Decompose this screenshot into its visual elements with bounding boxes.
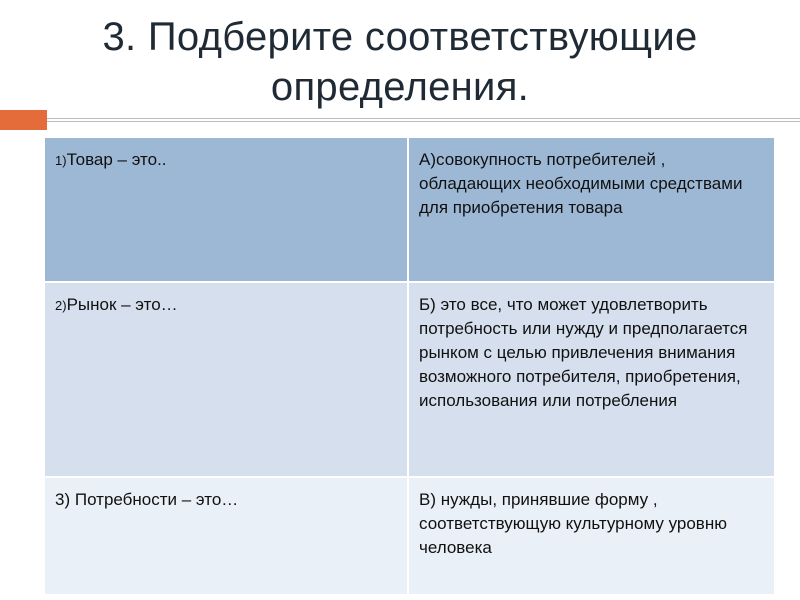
table-row-3 <box>44 477 775 595</box>
term-cell-3 <box>44 477 408 595</box>
definition-cell-2 <box>408 282 775 477</box>
title-line-2: определения. <box>270 65 530 109</box>
term-number-1: 1) <box>55 153 67 168</box>
title-divider-line <box>47 118 800 119</box>
term-text-2: Рынок – это… <box>66 295 178 314</box>
table-row-1 <box>44 137 775 282</box>
term-cell-2 <box>44 282 408 477</box>
page-title <box>0 12 800 112</box>
definitions-table <box>43 136 776 596</box>
definition-text-2: Б) это все, что может удовлетворить потребность или нужду и предполагается рынком с целью привлечения внимания возможного потребителя, приобретения, использования или потребления <box>419 295 748 410</box>
term-cell-1 <box>44 137 408 282</box>
definition-text-3: В) нужды, принявшие форму , соответствующую культурному уровню человека <box>419 490 727 557</box>
term-number-2: 2) <box>55 298 67 313</box>
definition-cell-1 <box>408 137 775 282</box>
definition-text-1: А)совокупность потребителей , обладающих необходимыми средствами для приобретения товара <box>419 150 743 217</box>
table-row-2 <box>44 282 775 477</box>
title-line-1: 3. Подберите соответствующие <box>102 15 698 59</box>
term-text-1: Товар – это.. <box>66 150 167 169</box>
title-divider-line-secondary <box>47 121 800 122</box>
accent-square <box>0 110 47 130</box>
definition-cell-3 <box>408 477 775 595</box>
term-number-3: 3) <box>55 490 71 509</box>
term-text-3: Потребности – это… <box>74 490 239 509</box>
